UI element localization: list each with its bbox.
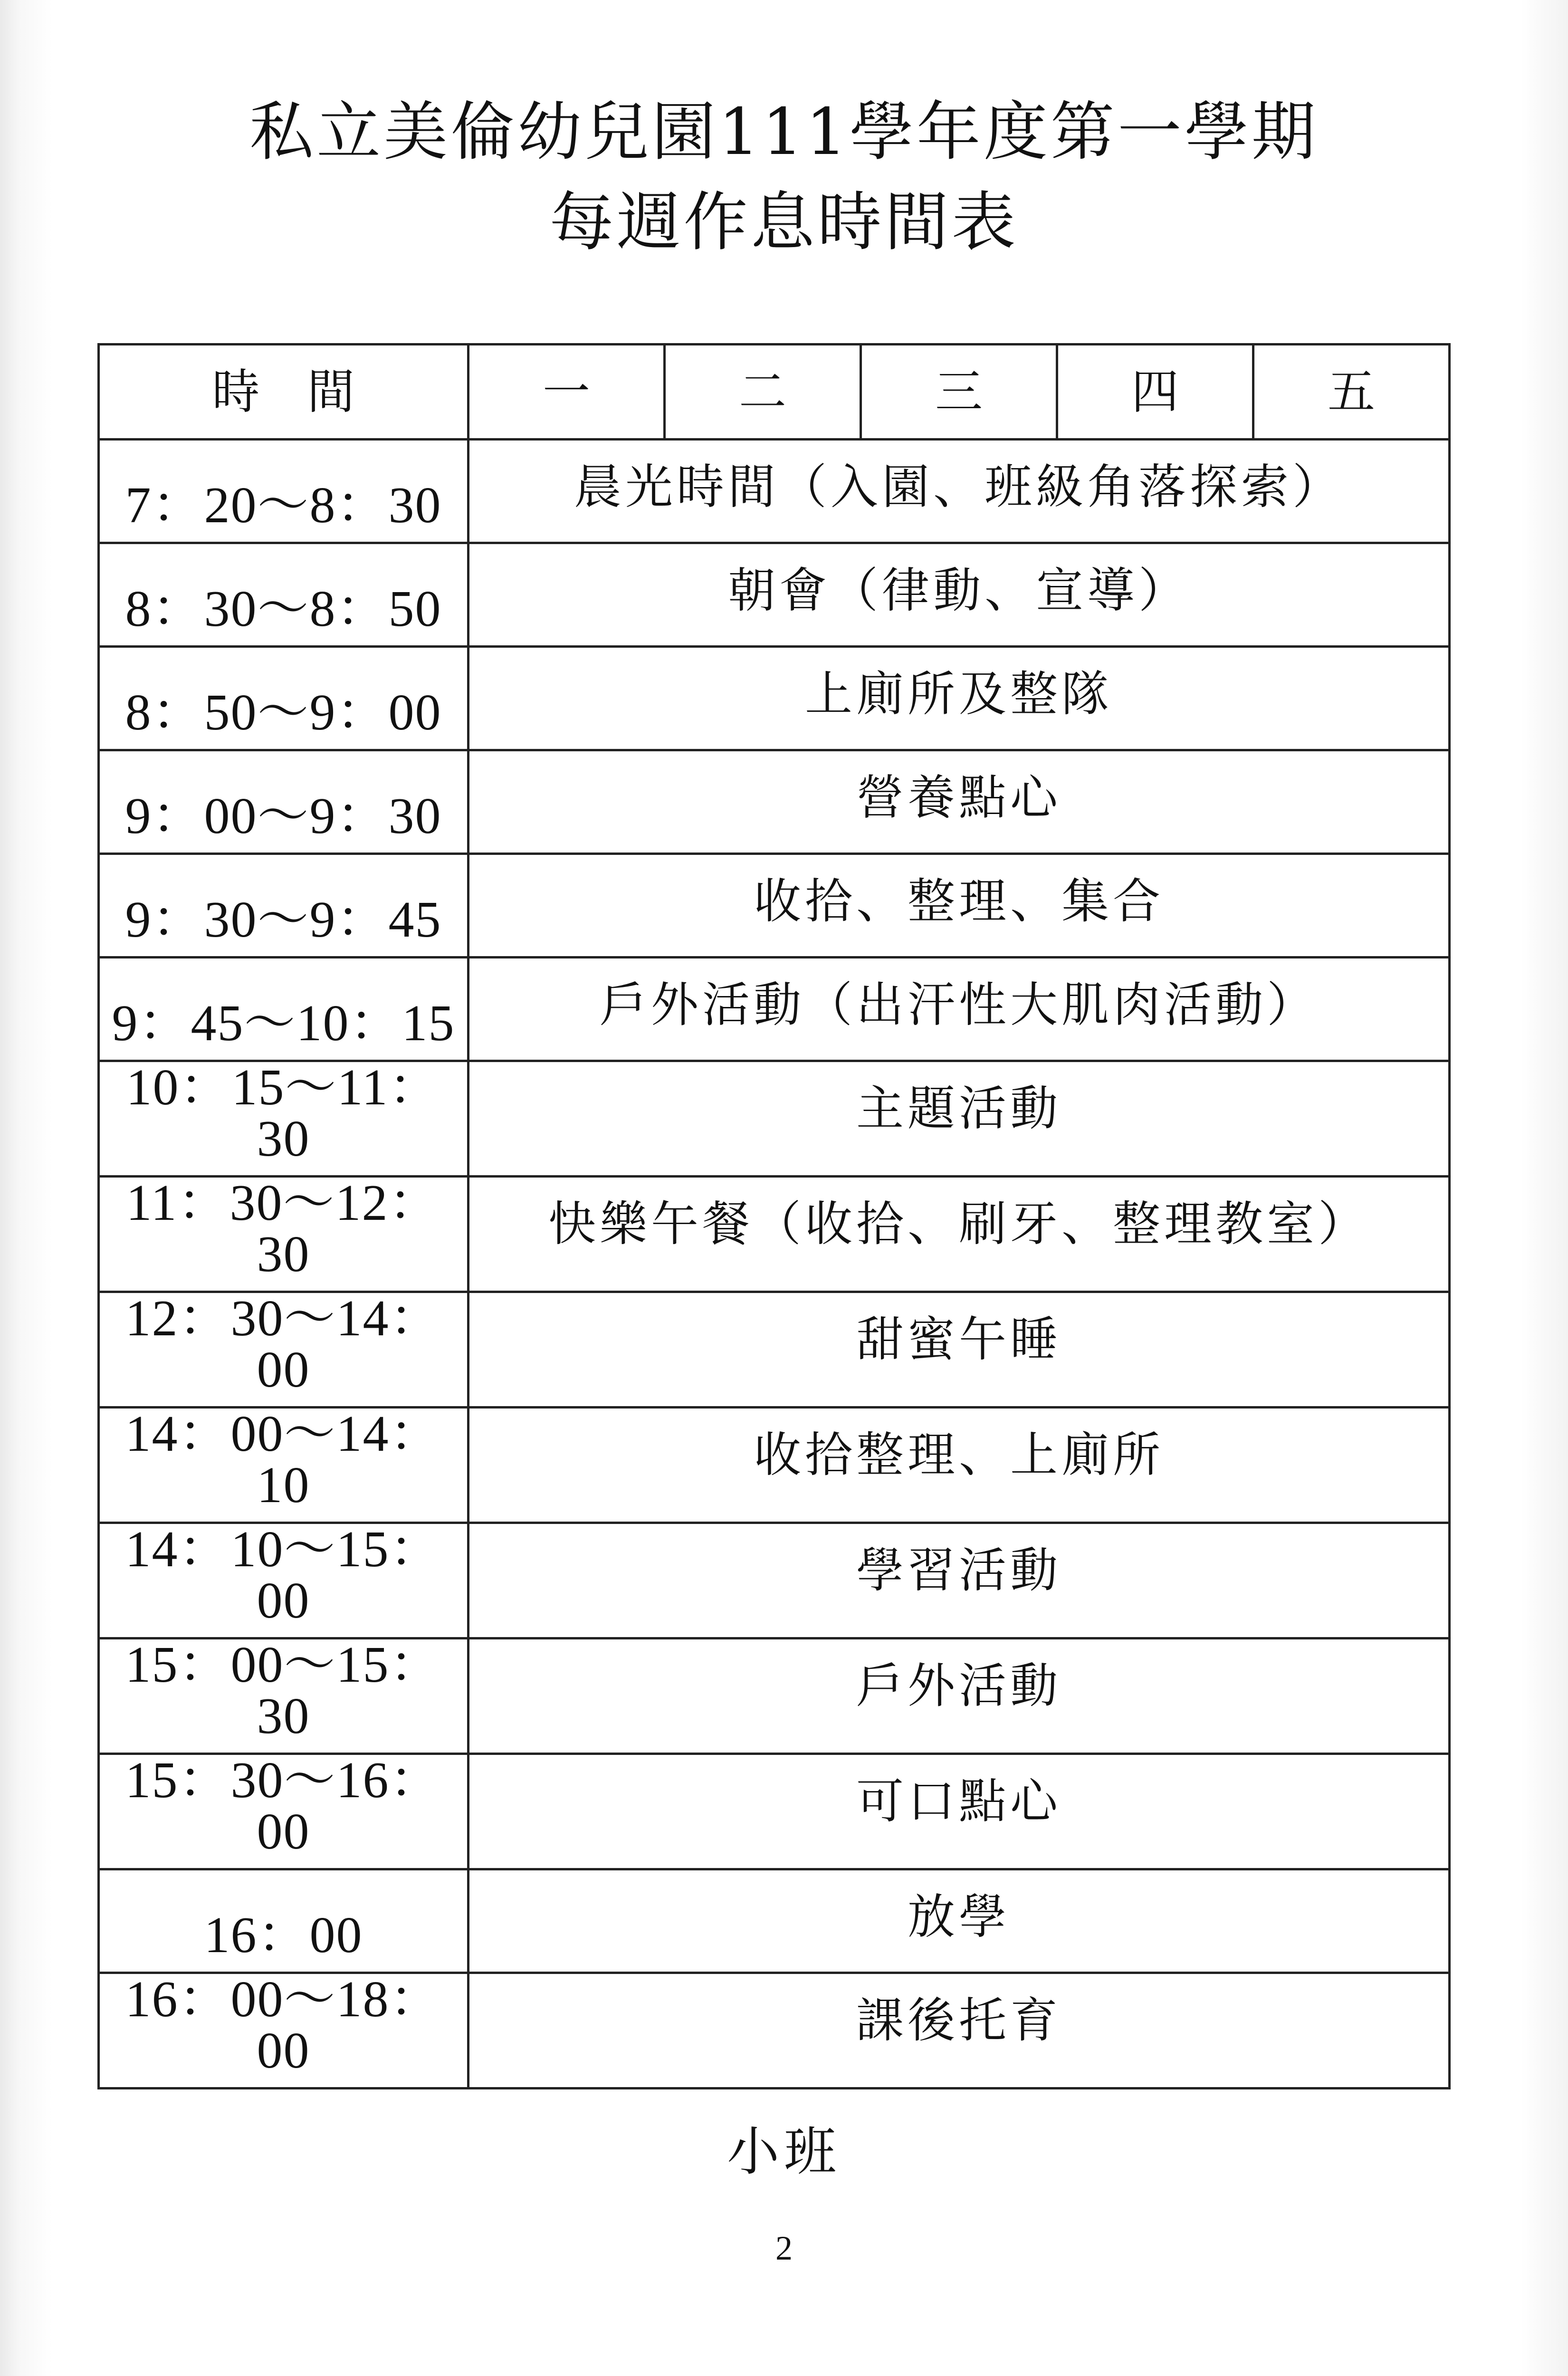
class-label: 小班 [727,2121,841,2182]
table-header-row [99,345,1450,440]
activity-cell: 課後托育 [468,1973,1450,2089]
table-row [99,750,1450,854]
time-cell: 8：50～9：00 [99,647,468,750]
table-row [99,1408,1450,1523]
activity-cell: 戶外活動 [468,1638,1450,1754]
column-header-monday: 一 [468,345,665,440]
activity-cell: 甜蜜午睡 [468,1292,1450,1408]
table-row [99,1754,1450,1869]
time-cell: 7：20～8：30 [99,440,468,543]
table-row [99,1177,1450,1292]
table-row [99,1061,1450,1177]
activity-cell: 收拾整理、上廁所 [468,1408,1450,1523]
time-cell: 9：00～9：30 [99,750,468,854]
time-cell: 16：00～18：00 [99,1973,468,2089]
table-row [99,1292,1450,1408]
table-row [99,543,1450,647]
time-cell: 12：30～14：00 [99,1292,468,1408]
activity-cell: 學習活動 [468,1523,1450,1638]
activity-cell: 放學 [468,1869,1450,1973]
activity-cell: 晨光時間（入園、班級角落探索） [468,440,1450,543]
time-cell: 15：30～16：00 [99,1754,468,1869]
column-header-wednesday: 三 [861,345,1057,440]
time-cell: 16：00 [99,1869,468,1973]
time-cell: 14：10～15：00 [99,1523,468,1638]
table-row [99,647,1450,750]
column-header-thursday: 四 [1057,345,1253,440]
time-cell: 9：30～9：45 [99,854,468,958]
document-title: 私立美倫幼兒園111學年度第一學期 [249,95,1319,169]
page-number: 2 [775,2229,793,2267]
document-subtitle: 每週作息時間表 [549,185,1019,259]
activity-cell: 營養點心 [468,750,1450,854]
schedule-table [97,343,1451,2089]
table-row [99,1869,1450,1973]
time-cell: 14：00～14：10 [99,1408,468,1523]
table-row [99,1973,1450,2089]
time-cell: 15：00～15：30 [99,1638,468,1754]
column-header-tuesday: 二 [665,345,861,440]
time-cell: 10：15～11：30 [99,1061,468,1177]
activity-cell: 快樂午餐（收拾、刷牙、整理教室） [468,1177,1450,1292]
table-row [99,440,1450,543]
time-cell: 9：45～10：15 [99,958,468,1061]
activity-cell: 收拾、整理、集合 [468,854,1450,958]
activity-cell: 朝會（律動、宣導） [468,543,1450,647]
table-row [99,958,1450,1061]
column-header-time: 時 間 [99,345,468,440]
time-cell: 8：30～8：50 [99,543,468,647]
activity-cell: 主題活動 [468,1061,1450,1177]
table-row [99,854,1450,958]
table-row [99,1638,1450,1754]
activity-cell: 上廁所及整隊 [468,647,1450,750]
activity-cell: 可口點心 [468,1754,1450,1869]
activity-cell: 戶外活動（出汗性大肌肉活動） [468,958,1450,1061]
table-row [99,1523,1450,1638]
column-header-friday: 五 [1253,345,1450,440]
time-cell: 11：30～12：30 [99,1177,468,1292]
